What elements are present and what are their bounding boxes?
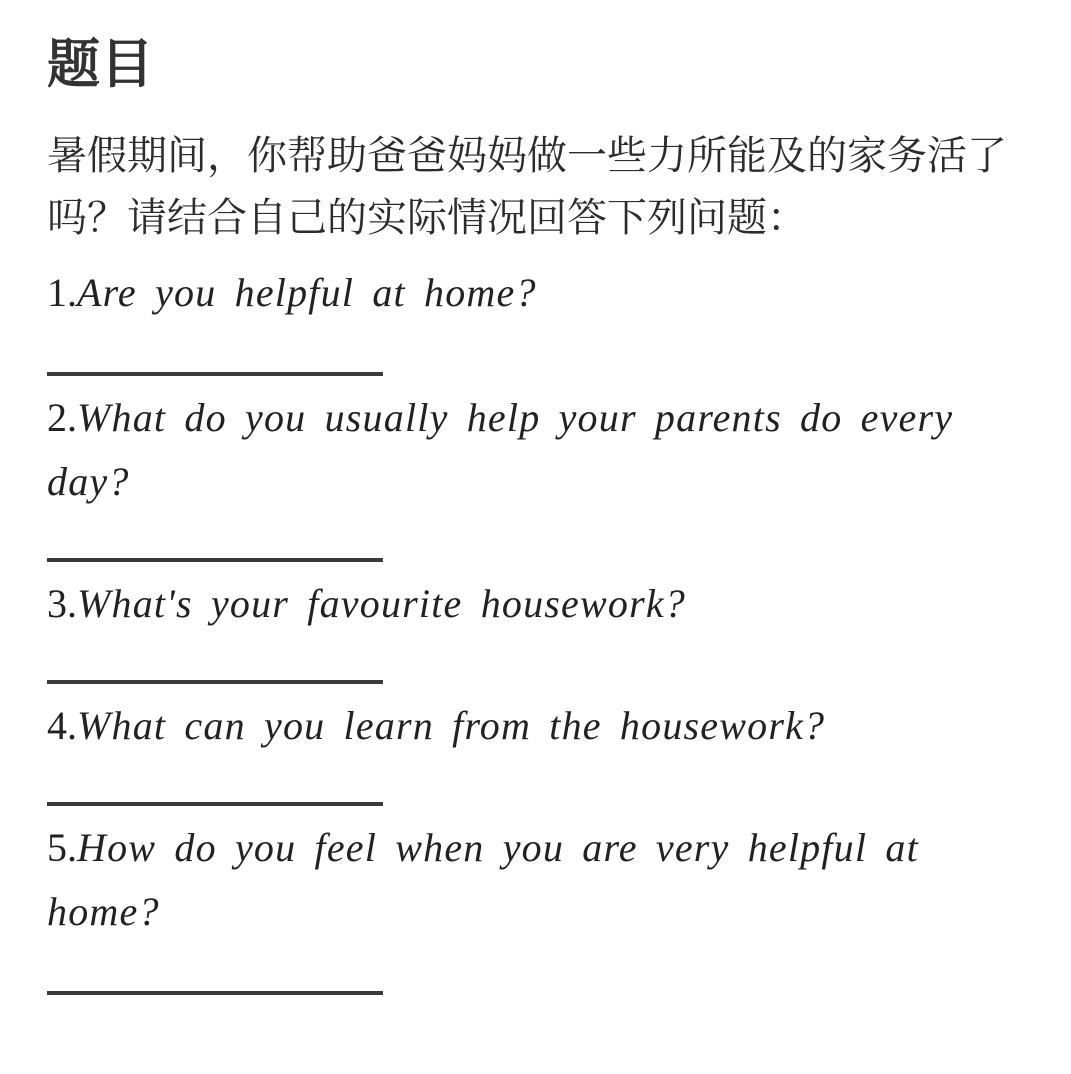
question-block-1 xyxy=(47,249,1013,376)
question-text-2 xyxy=(47,376,1013,514)
question-text-3 xyxy=(47,562,1013,636)
page-title: 题目 xyxy=(47,35,154,94)
answer-line-5[interactable] xyxy=(47,991,383,995)
prompt-paragraph: 暑假期间，你帮助爸爸妈妈做一些力所能及的家务活了吗？请结合自己的实际情况回答下列问题： xyxy=(47,134,1007,240)
question-block-3 xyxy=(47,562,1013,684)
question-block-5 xyxy=(47,806,1013,995)
worksheet-content xyxy=(47,0,1013,995)
question-number-1: 1. xyxy=(47,270,77,315)
question-text-4 xyxy=(47,684,1013,758)
question-body-1: Are you helpful at home? xyxy=(77,270,537,315)
question-block-2 xyxy=(47,376,1013,562)
question-number-4: 4. xyxy=(47,703,77,748)
question-body-2: What do you usually help your parents do every day? xyxy=(47,395,954,504)
question-body-4: What can you learn from the housework? xyxy=(77,703,826,748)
question-text-1 xyxy=(47,249,1013,325)
question-number-2: 2. xyxy=(47,395,77,440)
question-body-5: How do you feel when you are very helpful at home? xyxy=(47,825,919,934)
question-body-3: What's your favourite housework? xyxy=(77,581,687,626)
question-block-4 xyxy=(47,684,1013,806)
question-text-5 xyxy=(47,806,1013,944)
question-number-3: 3. xyxy=(47,581,77,626)
question-number-5: 5. xyxy=(47,825,77,870)
